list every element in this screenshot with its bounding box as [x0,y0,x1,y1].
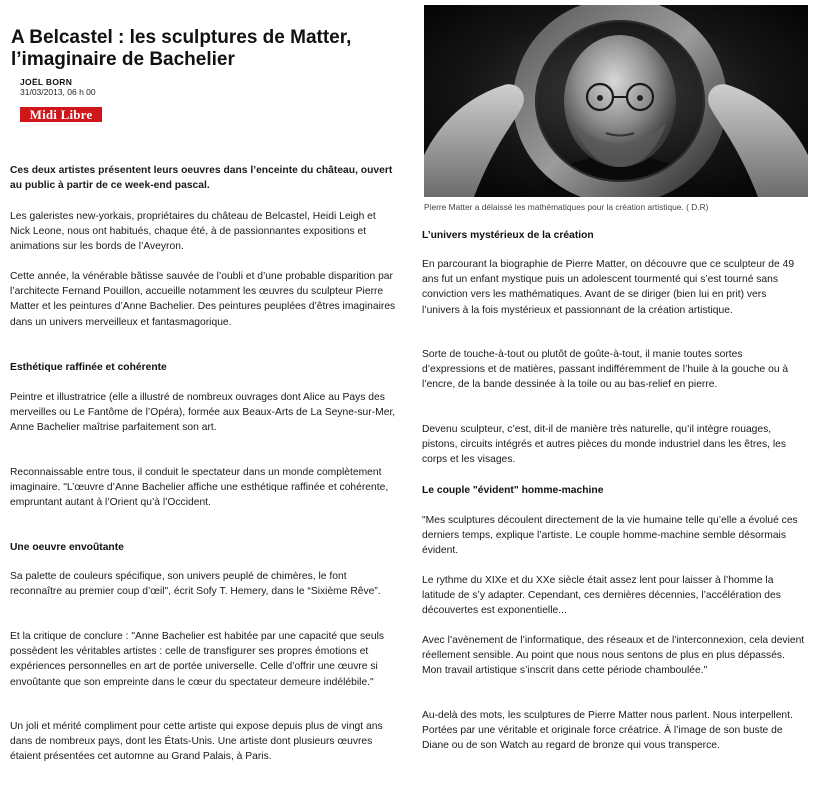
paragraph: Sa palette de couleurs spécifique, son univers peuplé de chimères, le font reconnaître au premier coup d’œil", écrit Sofy T. Hemery, dans le “Sixième Rêve”. [10,571,381,598]
paragraph: Devenu sculpteur, c’est, dit-il de manière très naturelle, qu’il intègre rouages, pistons, circuits intégrés et autres pièces du monde industriel dans les êtres, les corps et les visages. [422,424,787,466]
author-name: JOËL BORN [20,77,73,87]
paragraph: Peintre et illustratrice (elle a illustré de nombreux ouvrages dont Alice au Pays des merveilles ou Le Fantôme de l’Opéra), formée aux Beaux-Arts de La Seyne-sur-Mer, Anne Bachelier maîtrise parfaitement son art. [10,392,396,434]
section-heading: Une oeuvre envoûtante [10,542,124,553]
section-heading: Le couple "évident" homme-machine [422,485,604,496]
artist-photo [424,5,808,197]
section-heading: L’univers mystérieux de la création [422,230,594,241]
title-line-2: l’imaginaire de Bachelier [11,49,235,70]
article-title [11,27,403,71]
paragraph: Les galeristes new-yorkais, propriétaires du château de Belcastel, Heidi Leigh et Nick Leone, nous ont habitués, chaque été, à de passionnantes expositions et animations sur les bords de l’Aveyron. [10,211,376,253]
paragraph: Sorte de touche-à-tout ou plutôt de goûte-à-tout, il manie toutes sortes d’expressions et de matières, passant indifféremment de l’huile à la gouche ou à l’encre, de la bande dessinée à la toile ou au bas-relief en pierre. [422,349,789,391]
midi-libre-logo[interactable]: Midi Libre [20,107,102,122]
paragraph: Et la critique de conclure : "Anne Bachelier est habitée par une capacité que seuls possèdent les véritables artistes : celle de transfigurer ses propres émotions et expériences personnelles en art de portée universelle. Celle d’offrir une œuvre si envoûtante que son empreinte dans le cœur du spectateur demeure indélébile." [10,631,385,688]
paragraph: Avec l’avènement de l’informatique, des réseaux et de l’interconnexion, cela devient réellement sensible. Au point que nous nous sentons de plus en plus dépassés. Mon travail artistique s’inscrit dans cette période chamboulée." [422,635,805,677]
paragraph: "Mes sculptures découlent directement de la vie humaine telle qu’elle a évolué ces derniers temps, explique l’artiste. Le couple homme-machine semble désormais évident. [422,515,798,557]
paragraph: Le rythme du XIXe et du XXe siècle était assez lent pour laisser à l’homme la latitude de s’y adapter. Cependant, ces dernières décennies, l’accélération des découvertes est exponentielle... [422,575,781,617]
paragraph: Au-delà des mots, les sculptures de Pierre Matter nous parlent. Nous interpellent. Portées par une véritable et originale force créatrice. À l’image de son buste de Diane ou de son Watch au regard de bronze qui vous transperce. [422,710,793,752]
paragraph: Reconnaissable entre tous, il conduit le spectateur dans un monde complètement imaginaire. "L’œuvre d’Anne Bachelier affiche une esthétique raffinée et cohérente, empruntant autant à l’Orient qu’à l’Occident. [10,467,389,509]
title-line-1: A Belcastel : les sculptures de Matter, [11,27,352,48]
section-heading: Esthétique raffinée et cohérente [10,362,167,373]
photo-caption: Pierre Matter a délaissé les mathématiques pour la création artistique. ( D.R) [424,202,709,212]
paragraph: Un joli et mérité compliment pour cette artiste qui expose depuis plus de vingt ans dans de nombreux pays, dont les États-Unis. Une artiste dont plusieurs œuvres étaient présentées cet automne au Grand Palais, à Paris. [10,721,383,763]
lead-paragraph: Ces deux artistes présentent leurs oeuvres dans l’enceinte du château, ouvert au public à partir de ce week-end pascal. [10,165,393,192]
paragraph: En parcourant la biographie de Pierre Matter, on découvre que ce sculpteur de 49 ans fut un enfant mystique puis un adolescent tourmenté qui s’est tourné sans conviction vers les mathématiques. Avant de se diriger (bien lui en prit) vers l’univers à la fois mystérieux et passionnant de la création artistique. [422,259,795,316]
publish-date: 31/03/2013, 06 h 00 [20,87,96,97]
paragraph: Cette année, la vénérable bâtisse sauvée de l’oubli et d’une probable disparition par l’architecte Fernand Pouillon, accueille notamment les œuvres du sculpteur Pierre Matter et les peintures d’Anne Bachelier. Des peintures peuplées d’êtres imaginaires dans un univers merveilleux et fantasmagorique. [10,271,396,328]
